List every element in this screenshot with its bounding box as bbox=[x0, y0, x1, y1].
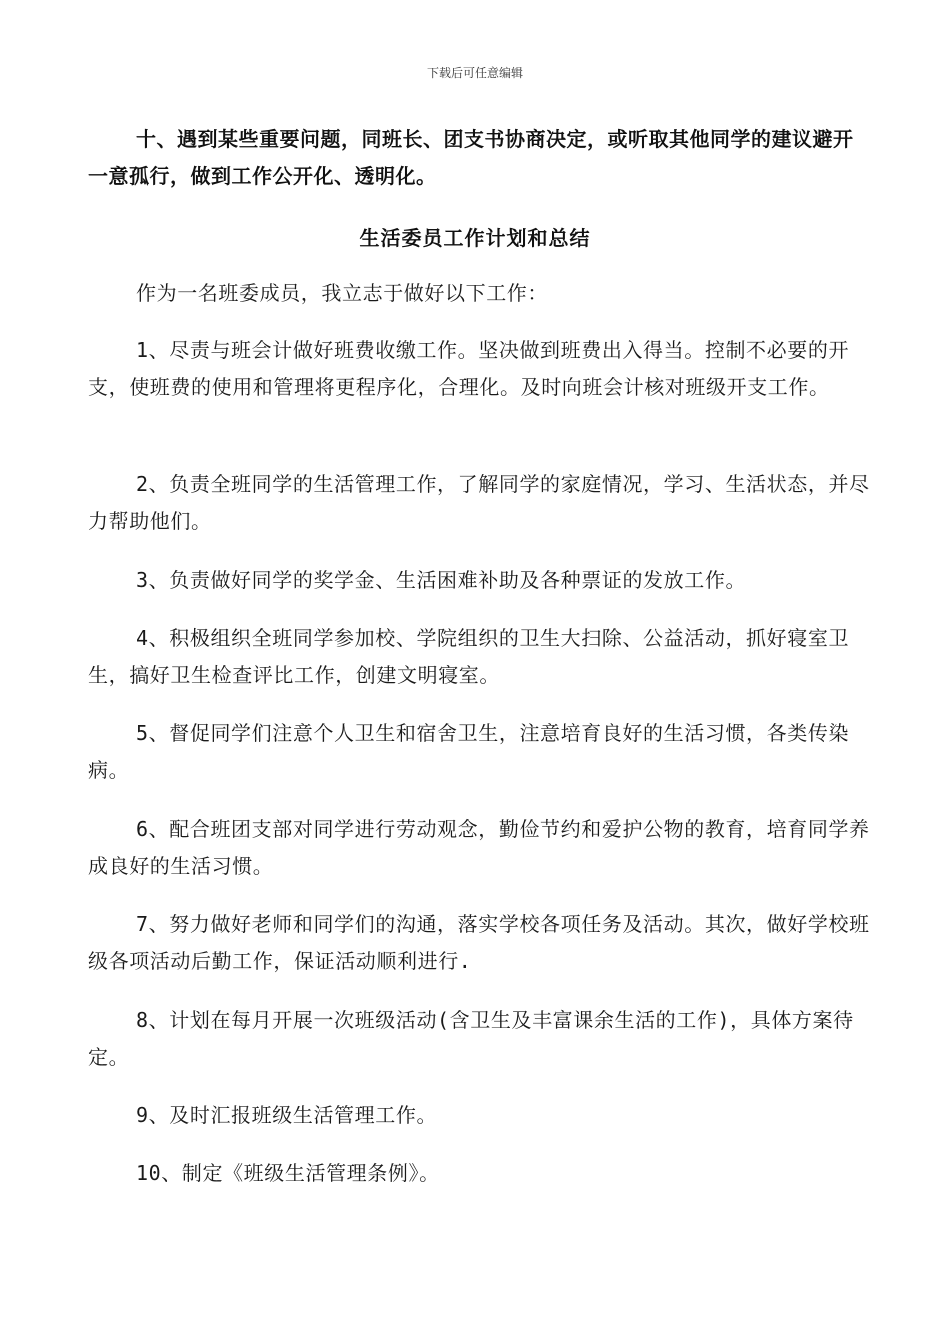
document-title: 生活委员工作计划和总结 bbox=[359, 226, 591, 250]
lead-paragraph: 作为一名班委成员，我立志于做好以下工作： bbox=[136, 281, 548, 305]
list-item: 10、制定《班级生活管理条例》。 bbox=[136, 1161, 440, 1185]
list-item: 5、督促同学们注意个人卫生和宿舍卫生，注意培育良好的生活习惯，各类传染病。 bbox=[88, 721, 850, 782]
list-item: 6、配合班团支部对同学进行劳动观念，勤俭节约和爱护公物的教育，培育同学养成良好的生活习惯。 bbox=[88, 817, 870, 878]
page-header: 下载后可任意编辑 bbox=[426, 66, 523, 80]
list-item: 1、尽责与班会计做好班费收缴工作。坚决做到班费出入得当。控制不必要的开支，使班费的使用和管理将更程序化，合理化。及时向班会计核对班级开支工作。 bbox=[88, 338, 850, 399]
list-item: 2、负责全班同学的生活管理工作，了解同学的家庭情况，学习、生活状态，并尽力帮助他们。 bbox=[88, 472, 870, 533]
list-item: 7、努力做好老师和同学们的沟通，落实学校各项任务及活动。其次，做好学校班级各项活动后勤工作，保证活动顺利进行. bbox=[88, 912, 870, 973]
list-item: 4、积极组织全班同学参加校、学院组织的卫生大扫除、公益活动，抓好寝室卫生，搞好卫生检查评比工作，创建文明寝室。 bbox=[88, 626, 850, 687]
list-item: 8、计划在每月开展一次班级活动(含卫生及丰富课余生活的工作)，具体方案待定。 bbox=[88, 1008, 854, 1069]
intro-item: 十、遇到某些重要问题，同班长、团支书协商决定，或听取其他同学的建议避开一意孤行，做到工作公开化、透明化。 bbox=[88, 127, 854, 188]
list-item: 9、及时汇报班级生活管理工作。 bbox=[136, 1103, 438, 1127]
list-item: 3、负责做好同学的奖学金、生活困难补助及各种票证的发放工作。 bbox=[136, 568, 747, 592]
